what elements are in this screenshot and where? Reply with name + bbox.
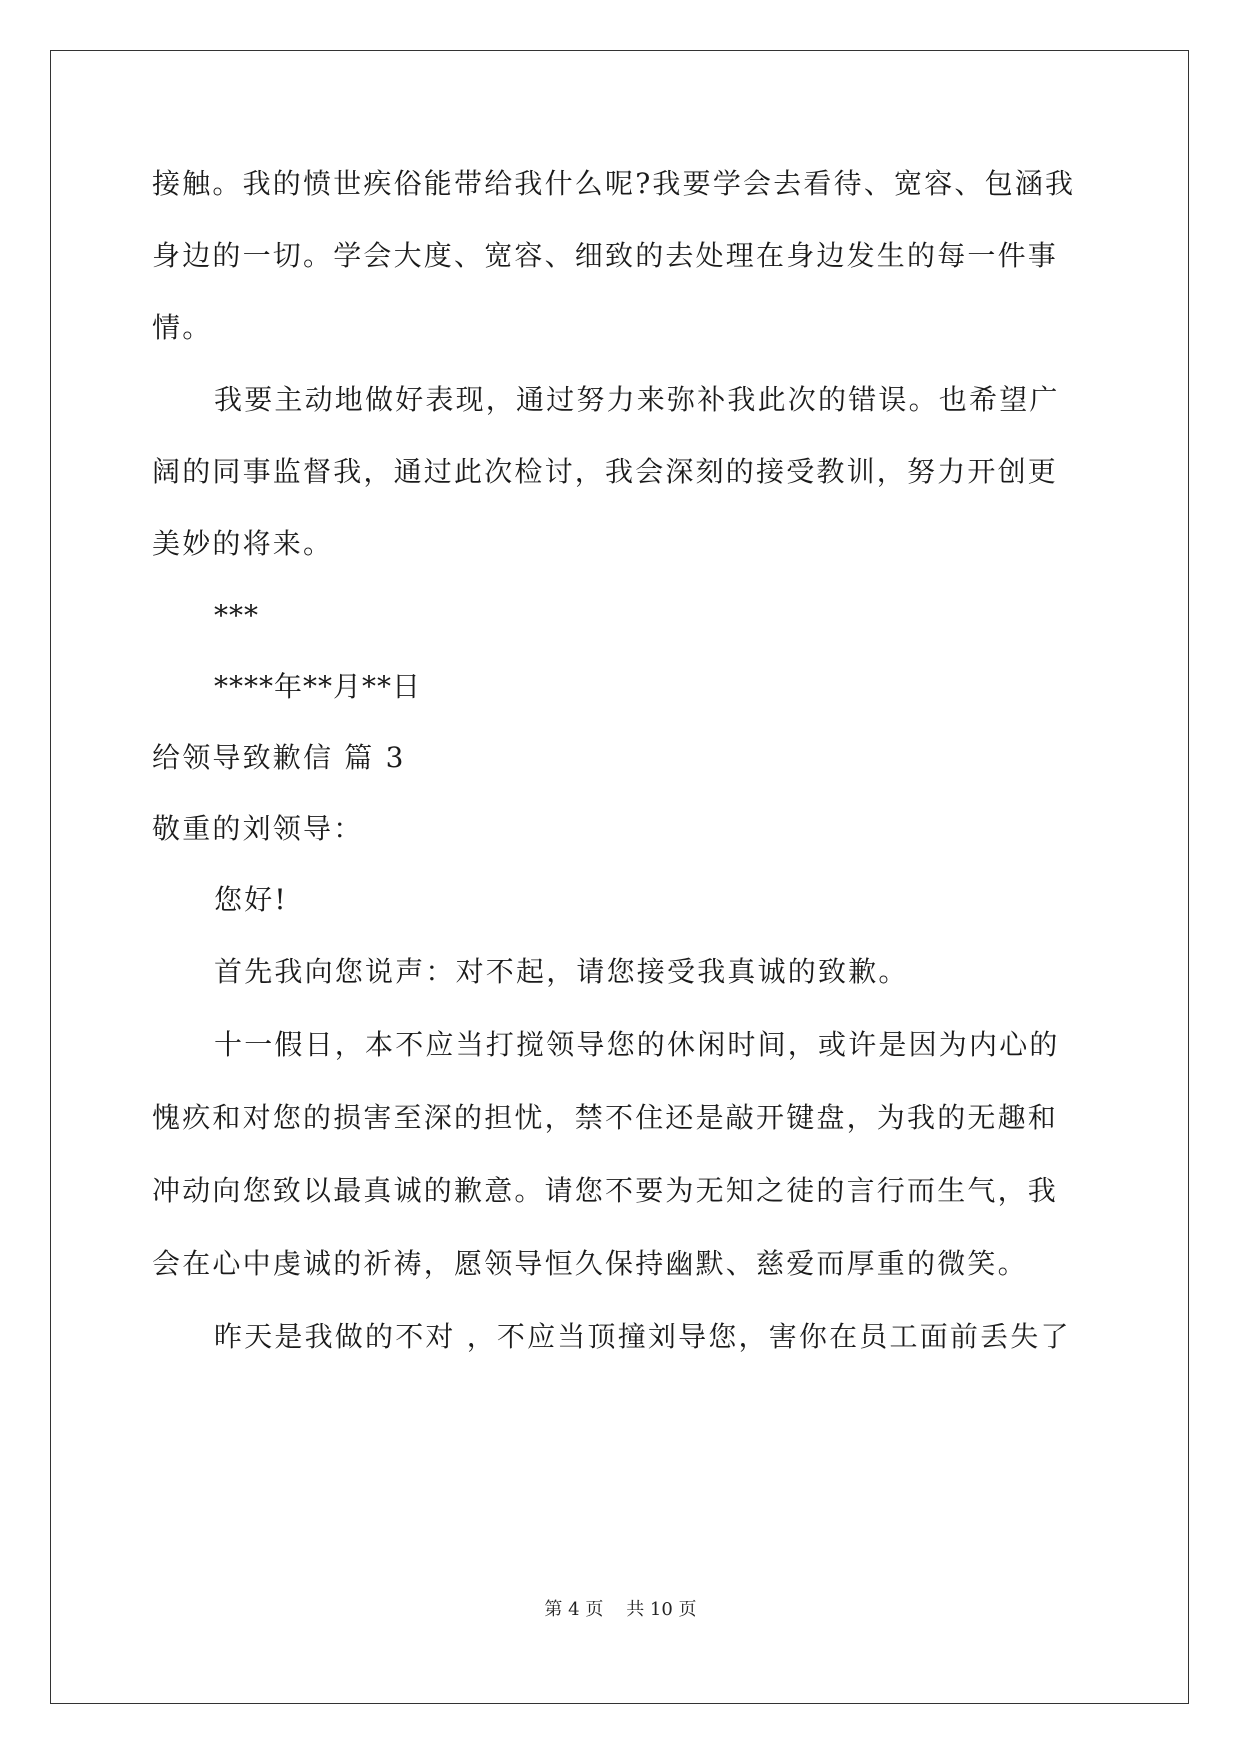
paragraph-line: 身边的一切。学会大度、宽容、细致的去处理在身边发生的每一件事	[152, 239, 1059, 272]
paragraph-line: 美妙的将来。	[152, 527, 334, 560]
paragraph-line: 我要主动地做好表现，通过努力来弥补我此次的错误。也希望广	[214, 383, 1060, 416]
paragraph-line: 会在心中虔诚的祈祷，愿领导恒久保持幽默、慈爱而厚重的微笑。	[152, 1247, 1028, 1280]
paragraph-line: 阔的同事监督我，通过此次检讨，我会深刻的接受教训，努力开创更	[152, 455, 1059, 488]
page-border	[50, 50, 1189, 1704]
paragraph-line: 首先我向您说声：对不起，请您接受我真诚的致歉。	[214, 955, 909, 988]
paragraph-line: 接触。我的愤世疾俗能带给我什么呢?我要学会去看待、宽容、包涵我	[152, 167, 1076, 200]
signature-name: ***	[214, 599, 259, 632]
paragraph-line: 昨天是我做的不对 ，不应当顶撞刘导您，害你在员工面前丢失了	[214, 1320, 1071, 1353]
signature-date: ****年**月**日	[214, 670, 422, 703]
salutation: 敬重的刘领导：	[152, 812, 364, 845]
greeting: 您好!	[214, 883, 288, 916]
paragraph-line: 十一假日，本不应当打搅领导您的休闲时间，或许是因为内心的	[214, 1028, 1060, 1061]
paragraph-line: 冲动向您致以最真诚的歉意。请您不要为无知之徒的言行而生气，我	[152, 1174, 1059, 1207]
page-number-footer: 第 4 页 共 10 页	[544, 1599, 697, 1620]
paragraph-line: 情。	[152, 311, 213, 344]
paragraph-line: 愧疚和对您的损害至深的担忧，禁不住还是敲开键盘，为我的无趣和	[152, 1101, 1059, 1134]
section-heading: 给领导致歉信 篇 3	[152, 741, 406, 774]
